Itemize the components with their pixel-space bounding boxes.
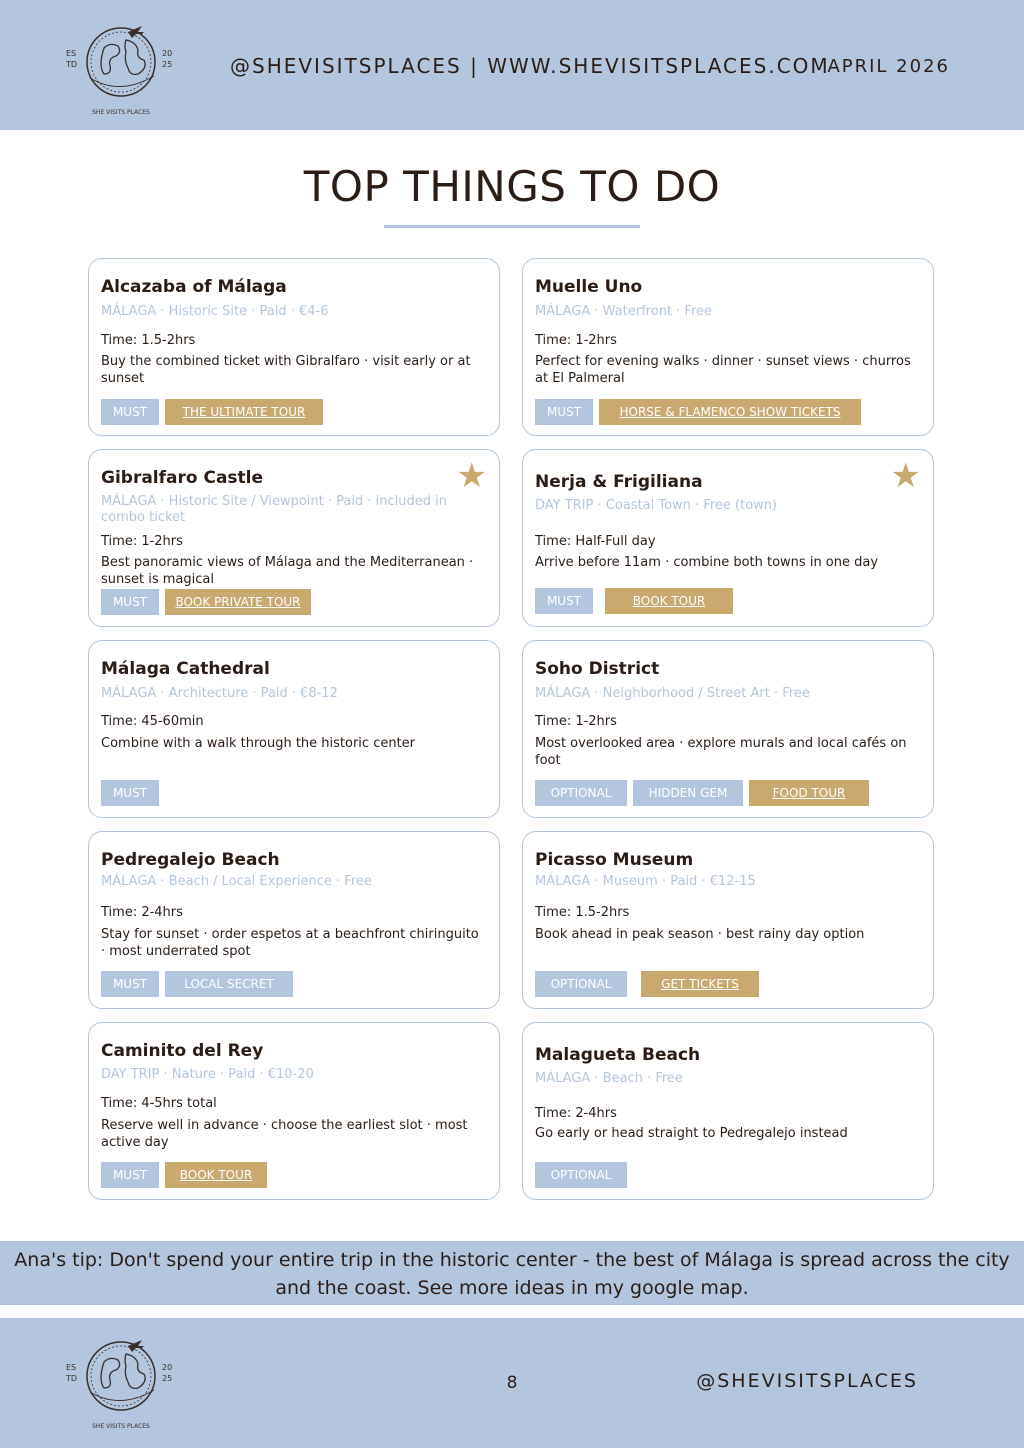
svg-text:25: 25 (162, 60, 173, 69)
svg-text:SHE VISITS PLACES: SHE VISITS PLACES (92, 1423, 150, 1430)
activity-name: Soho District (535, 659, 660, 679)
activity-card-nerja-frigiliana (522, 449, 934, 627)
activity-name: Gibralfaro Castle (101, 468, 264, 488)
title-divider (384, 225, 640, 228)
tag-optional: OPTIONAL (535, 1162, 627, 1188)
tag-must: MUST (101, 399, 159, 425)
footer-handle: @SHEVISITSPLACES (696, 1370, 918, 1392)
tag-must: MUST (101, 971, 159, 997)
activity-card-caminito-del-rey (88, 1022, 500, 1200)
tag-local-secret: LOCAL SECRET (165, 971, 293, 997)
activity-description: Go early or head straight to Pedregalejo instead (535, 1126, 848, 1141)
svg-text:TD: TD (66, 60, 78, 69)
activity-name: Malagueta Beach (535, 1045, 701, 1065)
link-horse-flamenco-tickets[interactable]: HORSE & FLAMENCO SHOW TICKETS (599, 399, 861, 425)
tip-banner: Ana's tip: Don't spend your entire trip in the historic center - the best of Málaga is spread across the city and the coast. See more ideas in my google map. (0, 1241, 1024, 1305)
activity-time: Time: 4-5hrs total (101, 1096, 217, 1111)
tag-must: MUST (535, 588, 593, 614)
activity-time: Time: 1.5-2hrs (535, 905, 630, 920)
activity-name: Caminito del Rey (101, 1041, 264, 1061)
activity-description: Combine with a walk through the historic center (101, 736, 416, 751)
activity-meta: DAY TRIP · Coastal Town · Free (town) (535, 498, 778, 513)
page-header (0, 0, 1024, 130)
svg-text:25: 25 (162, 1374, 173, 1383)
header-date: APRIL 2026 (827, 56, 950, 77)
globe-logo-icon (66, 18, 176, 118)
svg-text:ES: ES (66, 1363, 77, 1372)
activity-time: Time: Half-Full day (535, 534, 656, 549)
star-icon: ★ (456, 456, 487, 496)
tag-must: MUST (101, 589, 159, 615)
activity-name: Picasso Museum (535, 850, 694, 870)
svg-text:TD: TD (66, 1374, 78, 1383)
activity-meta: DAY TRIP · Nature · Paid · €10-20 (101, 1067, 314, 1082)
activity-description: Buy the combined ticket with Gibralfaro · visit early or at sunset (101, 354, 471, 386)
svg-text:ES: ES (66, 49, 77, 58)
page-title: TOP THINGS TO DO (303, 162, 721, 211)
activity-time: Time: 45-60min (101, 714, 204, 729)
activity-card-alcazaba (88, 258, 500, 436)
activity-description: Best panoramic views of Málaga and the Mediterranean · sunset is magical (101, 555, 474, 587)
tag-optional: OPTIONAL (535, 971, 627, 997)
activity-time: Time: 1-2hrs (101, 534, 183, 549)
activity-description: Book ahead in peak season · best rainy day option (535, 927, 865, 942)
svg-text:20: 20 (162, 49, 173, 58)
activity-name: Pedregalejo Beach (101, 850, 280, 870)
activity-meta: MÁLAGA · Museum · Paid · €12-15 (535, 874, 756, 889)
activity-name: Nerja & Frigiliana (535, 472, 703, 492)
link-food-tour[interactable]: FOOD TOUR (749, 780, 869, 806)
activity-description: Most overlooked area · explore murals and local cafés on foot (535, 736, 907, 768)
activity-card-soho-district (522, 640, 934, 818)
tag-must: MUST (101, 1162, 159, 1188)
activity-card-picasso-museum (522, 831, 934, 1009)
link-book-private-tour[interactable]: BOOK PRIVATE TOUR (165, 589, 311, 615)
activity-description: Stay for sunset · order espetos at a beachfront chiringuito · most underrated spot (101, 927, 479, 959)
activity-card-pedregalejo-beach (88, 831, 500, 1009)
activity-meta: MÁLAGA · Beach / Local Experience · Free (101, 874, 372, 889)
activity-time: Time: 2-4hrs (101, 905, 183, 920)
page-number: 8 (506, 1373, 518, 1393)
header-handle-website: @SHEVISITSPLACES | WWW.SHEVISITSPLACES.COM (230, 54, 830, 78)
activity-meta: MÁLAGA · Neighborhood / Street Art · Free (535, 686, 810, 701)
activity-time: Time: 2-4hrs (535, 1106, 617, 1121)
activity-meta: MÁLAGA · Historic Site · Paid · €4-6 (101, 304, 329, 319)
link-book-tour[interactable]: BOOK TOUR (605, 588, 733, 614)
tag-must: MUST (535, 399, 593, 425)
activity-card-gibralfaro (88, 449, 500, 627)
tag-hidden-gem: HIDDEN GEM (633, 780, 743, 806)
activity-card-muelle-uno (522, 258, 934, 436)
activity-name: Muelle Uno (535, 277, 643, 297)
link-ultimate-tour[interactable]: THE ULTIMATE TOUR (165, 399, 323, 425)
star-icon: ★ (890, 456, 921, 496)
activity-description: Arrive before 11am · combine both towns in one day (535, 555, 879, 570)
activity-meta: MÁLAGA · Beach · Free (535, 1071, 683, 1086)
tag-must: MUST (101, 780, 159, 806)
activity-description: Reserve well in advance · choose the earliest slot · most active day (101, 1118, 468, 1150)
activity-meta: MÁLAGA · Architecture · Paid · €8-12 (101, 686, 338, 701)
activity-time: Time: 1-2hrs (535, 333, 617, 348)
tag-optional: OPTIONAL (535, 780, 627, 806)
activity-meta: MÁLAGA · Waterfront · Free (535, 304, 713, 319)
activity-card-malaga-cathedral (88, 640, 500, 818)
activity-time: Time: 1.5-2hrs (101, 333, 196, 348)
link-book-tour[interactable]: BOOK TOUR (165, 1162, 267, 1188)
activity-card-malagueta-beach (522, 1022, 934, 1200)
link-get-tickets[interactable]: GET TICKETS (641, 971, 759, 997)
svg-text:20: 20 (162, 1363, 173, 1372)
activity-name: Alcazaba of Málaga (101, 277, 287, 297)
activity-meta: MÁLAGA · Historic Site / Viewpoint · Paid · included in combo ticket (101, 494, 447, 525)
activity-time: Time: 1-2hrs (535, 714, 617, 729)
activity-name: Málaga Cathedral (101, 659, 270, 679)
svg-text:SHE VISITS PLACES: SHE VISITS PLACES (92, 109, 150, 116)
page-footer (0, 1318, 1024, 1448)
activity-description: Perfect for evening walks · dinner · sunset views · churros at El Palmeral (535, 354, 911, 386)
